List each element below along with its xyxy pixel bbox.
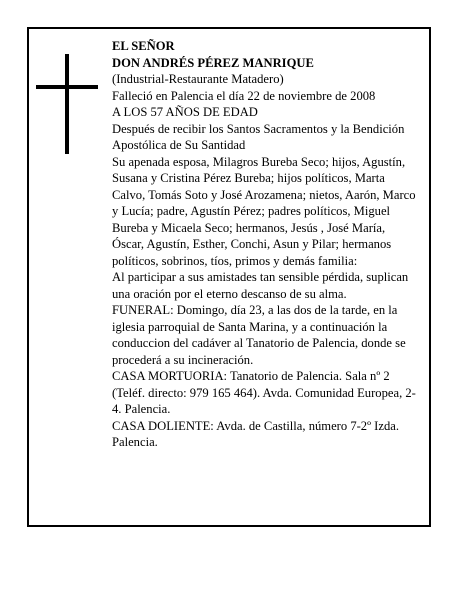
mortuary-paragraph: CASA MORTUORIA: Tanatorio de Palencia. Sala nº 2 (Teléf. directo: 979 165 464). Avda. Comunidad Europea, 2-4. Palencia. bbox=[112, 369, 416, 416]
funeral-paragraph: FUNERAL: Domingo, día 23, a las dos de la tarde, en la iglesia parroquial de Santa Marina, y a continuación la conduccion del cadáver al Tanatorio de Palencia, donde se procederá a su incineración. bbox=[112, 303, 406, 367]
age-line: A LOS 57 AÑOS DE EDAD bbox=[112, 105, 258, 119]
family-paragraph: Su apenada esposa, Milagros Bureba Seco; hijos, Agustín, Susana y Cristina Pérez Bureba; hijos políticos, Marta Calvo, Tomás Soto y José Arozamena; nietos, Aarón, Marco y Lucía; padre, Agustín Pérez; padres políticos, Miguel Bureba y Micaela Seco; hermanos, Jesús , José María, Óscar, Agustín, Esther, Conchi, Asun y Pilar; hermanos políticos, sobrinos, tíos, primos y demás familia: bbox=[112, 154, 416, 268]
sacraments-paragraph: Después de recibir los Santos Sacramentos y la Bendición Apostólica de Su Santidad bbox=[112, 121, 405, 152]
death-line: Falleció en Palencia el día 22 de noviembre de 2008 bbox=[112, 88, 376, 103]
cross-vertical-bar bbox=[65, 54, 69, 154]
header-line: EL SEÑOR bbox=[112, 39, 175, 53]
cross-horizontal-bar bbox=[36, 85, 98, 89]
deceased-name: DON ANDRÉS PÉREZ MANRIQUE bbox=[112, 55, 314, 70]
grieving-house-paragraph: CASA DOLIENTE: Avda. de Castilla, número 7-2º Izda. Palencia. bbox=[112, 418, 399, 449]
obituary-text bbox=[112, 38, 418, 451]
business-line: (Industrial-Restaurante Matadero) bbox=[112, 72, 284, 86]
request-paragraph: Al participar a sus amistades tan sensible pérdida, suplican una oración por el eterno descanso de su alma. bbox=[112, 270, 409, 301]
cross-icon bbox=[36, 54, 98, 154]
